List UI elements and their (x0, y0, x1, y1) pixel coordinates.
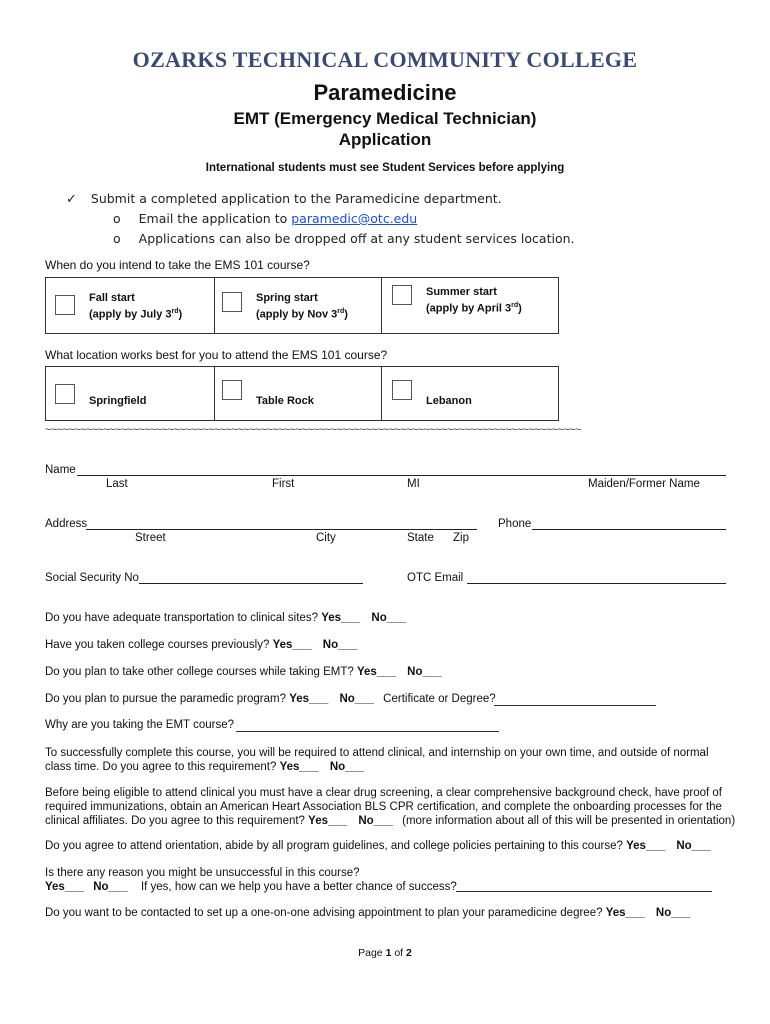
instruction-main-text: Submit a completed application to the Paramedicine department. (90, 191, 502, 206)
location-lebanon (381, 367, 558, 420)
orient-text: Do you agree to attend orientation, abide by all program guidelines, and college policies pertaining to this course? (45, 840, 623, 852)
success-help-field[interactable] (456, 891, 712, 892)
question-orientation (45, 840, 711, 852)
advising-no[interactable]: No___ (655, 907, 691, 919)
summer-start-deadline (426, 299, 522, 316)
courses-other-no[interactable]: No___ (407, 666, 442, 678)
subtitle-line-1: EMT (Emergency Medical Technician) (233, 109, 537, 128)
question-eligibility (45, 786, 735, 828)
page-subtitle (0, 108, 770, 150)
unsuccess-line-2: If yes, how can we help you have a better chance of success? (140, 881, 457, 893)
spring-deadline-sup: rd (337, 308, 345, 315)
spring-start-checkbox[interactable] (222, 292, 242, 312)
question-unsuccessful (45, 866, 457, 894)
spring-deadline-text: (apply by Nov 3 (256, 308, 338, 321)
courses-other-yes[interactable]: Yes___ (356, 666, 396, 678)
elig-line-2: required immunizations, obtain an American Heart Association BLS CPR certification, and complete the onboarding processes for the (45, 801, 722, 813)
instruction-email-text: Email the application to (138, 211, 292, 226)
courses-prev-no[interactable]: No___ (322, 639, 358, 651)
address-state-label: State (407, 532, 434, 544)
location-table (45, 366, 559, 421)
question-courses-previous (45, 639, 357, 651)
name-label: Name (45, 464, 76, 476)
fall-start-deadline (89, 305, 182, 322)
clinical-no[interactable]: No___ (329, 761, 365, 773)
address-street-label: Street (135, 532, 166, 544)
address-zip-label: Zip (453, 532, 469, 544)
page-mid: of (391, 947, 407, 959)
spring-deadline-end: ) (344, 308, 348, 321)
transport-no[interactable]: No___ (371, 612, 406, 624)
international-notice: International students must see Student Services before applying (205, 162, 565, 174)
subtitle-line-2: Application (338, 130, 432, 149)
college-name: OZARKS TECHNICAL COMMUNITY COLLEGE (132, 47, 638, 72)
unsuccess-no[interactable]: No___ (93, 881, 128, 893)
summer-start-label (426, 286, 522, 316)
bullet-o-icon: o (113, 211, 121, 226)
clinical-line-2: class time. Do you agree to this requirement? (45, 761, 277, 773)
otc-email-label: OTC Email (407, 572, 464, 584)
option-summer (381, 278, 558, 333)
location-table-rock (214, 367, 382, 420)
name-maiden-label: Maiden/Former Name (588, 478, 700, 490)
location-question: What location works best for you to attend the EMS 101 course? (45, 348, 388, 362)
elig-yes[interactable]: Yes___ (308, 815, 348, 827)
instruction-sub-dropoff (113, 231, 575, 246)
page-prefix: Page (358, 947, 386, 959)
cert-degree-text: Certificate or Degree? (383, 693, 496, 705)
fall-deadline-end: ) (178, 308, 183, 321)
orient-no[interactable]: No___ (676, 840, 711, 852)
summer-deadline-end: ) (518, 302, 522, 315)
elig-note: (more information about all of this will be presented in orientation) (402, 815, 736, 827)
paramedic-no[interactable]: No___ (339, 693, 374, 705)
question-paramedic (45, 693, 496, 705)
page-number (0, 947, 770, 959)
transport-text: Do you have adequate transportation to clinical sites? (45, 612, 318, 624)
clinical-yes[interactable]: Yes___ (279, 761, 319, 773)
name-last-label: Last (106, 478, 128, 490)
unsuccess-line-1: Is there any reason you might be unsuccessful in this course? (45, 867, 360, 879)
ssn-field[interactable] (139, 583, 363, 584)
ssn-label: Social Security No (45, 572, 139, 584)
name-first-label: First (272, 478, 295, 490)
advising-yes[interactable]: Yes___ (605, 907, 645, 919)
advising-text: Do you want to be contacted to set up a one-on-one advising appointment to plan your paramedicine degree? (45, 907, 603, 919)
page-title: Paramedicine (313, 80, 457, 105)
fall-start-checkbox[interactable] (55, 295, 75, 315)
phone-field[interactable] (532, 529, 726, 530)
fall-deadline-text: (apply by July 3 (89, 308, 172, 321)
spring-start-deadline (256, 305, 348, 322)
course-start-table (45, 277, 559, 334)
paramedic-yes[interactable]: Yes___ (289, 693, 329, 705)
question-advising (45, 907, 690, 919)
instruction-dropoff-text: Applications can also be dropped off at any student services location. (138, 231, 575, 246)
courses-prev-text: Have you taken college courses previously? (45, 639, 270, 651)
question-clinical (45, 746, 709, 774)
why-field[interactable] (236, 731, 499, 732)
address-city-label: City (316, 532, 336, 544)
name-mi-label: MI (407, 478, 420, 490)
question-why: Why are you taking the EMT course? (45, 719, 234, 731)
fall-deadline-sup: rd (171, 308, 179, 315)
check-icon: ✓ (66, 192, 77, 207)
unsuccess-yes[interactable]: Yes___ (45, 881, 85, 893)
otc-email-field[interactable] (467, 583, 726, 584)
springfield-checkbox[interactable] (55, 384, 75, 404)
name-field[interactable] (77, 475, 726, 476)
summer-deadline-text: (apply by April 3 (426, 302, 512, 315)
fall-start-title: Fall start (89, 292, 135, 304)
cert-degree-field[interactable] (494, 705, 656, 706)
page-total: 2 (406, 947, 412, 959)
clinical-line-1: To successfully complete this course, you will be required to attend clinical, and internship on your own time, and outside of normal (45, 747, 709, 759)
courses-other-text: Do you plan to take other college courses while taking EMT? (45, 666, 354, 678)
transport-yes[interactable]: Yes___ (321, 612, 361, 624)
instruction-main (66, 191, 502, 207)
instruction-sub-email (113, 211, 417, 226)
fall-start-label (89, 292, 182, 322)
lebanon-checkbox[interactable] (392, 380, 412, 400)
course-start-question: When do you intend to take the EMS 101 course? (45, 258, 310, 272)
table-rock-checkbox[interactable] (222, 380, 242, 400)
bullet-o-icon: o (113, 231, 121, 246)
spring-start-label (256, 292, 348, 322)
option-spring (214, 278, 382, 333)
address-field[interactable] (86, 529, 477, 530)
option-fall (46, 278, 215, 333)
summer-start-checkbox[interactable] (392, 285, 412, 305)
spring-start-title: Spring start (256, 292, 318, 304)
elig-line-3: clinical affiliates. Do you agree to this requirement? (45, 815, 305, 827)
phone-label: Phone (498, 518, 532, 530)
question-courses-other (45, 666, 442, 678)
courses-prev-yes[interactable]: Yes___ (272, 639, 312, 651)
springfield-label: Springfield (89, 395, 147, 407)
lebanon-label: Lebanon (426, 395, 472, 407)
summer-start-title: Summer start (426, 286, 497, 298)
page-current: 1 (385, 947, 392, 959)
orient-yes[interactable]: Yes___ (626, 840, 666, 852)
email-link[interactable]: paramedic@otc.edu (291, 211, 418, 226)
paramedic-text: Do you plan to pursue the paramedic program? (45, 693, 287, 705)
address-label: Address (45, 518, 88, 530)
location-springfield (46, 367, 215, 420)
summer-deadline-sup: rd (511, 302, 519, 309)
question-transport (45, 612, 406, 624)
tilde-divider: ~~~~~~~~~~~~~~~~~~~~~~~~~~~~~~~~~~~~~~~~~~~~~~~~~~~~~~~~~~~~~~~~~~~~~~~~~~~~~~~~~~~~~~~~~~~~ (45, 424, 581, 436)
table-rock-label: Table Rock (256, 395, 314, 407)
elig-line-1: Before being eligible to attend clinical you must have a clear drug screening, a clear comprehensive background check, have proof of (45, 787, 722, 799)
elig-no[interactable]: No___ (358, 815, 393, 827)
